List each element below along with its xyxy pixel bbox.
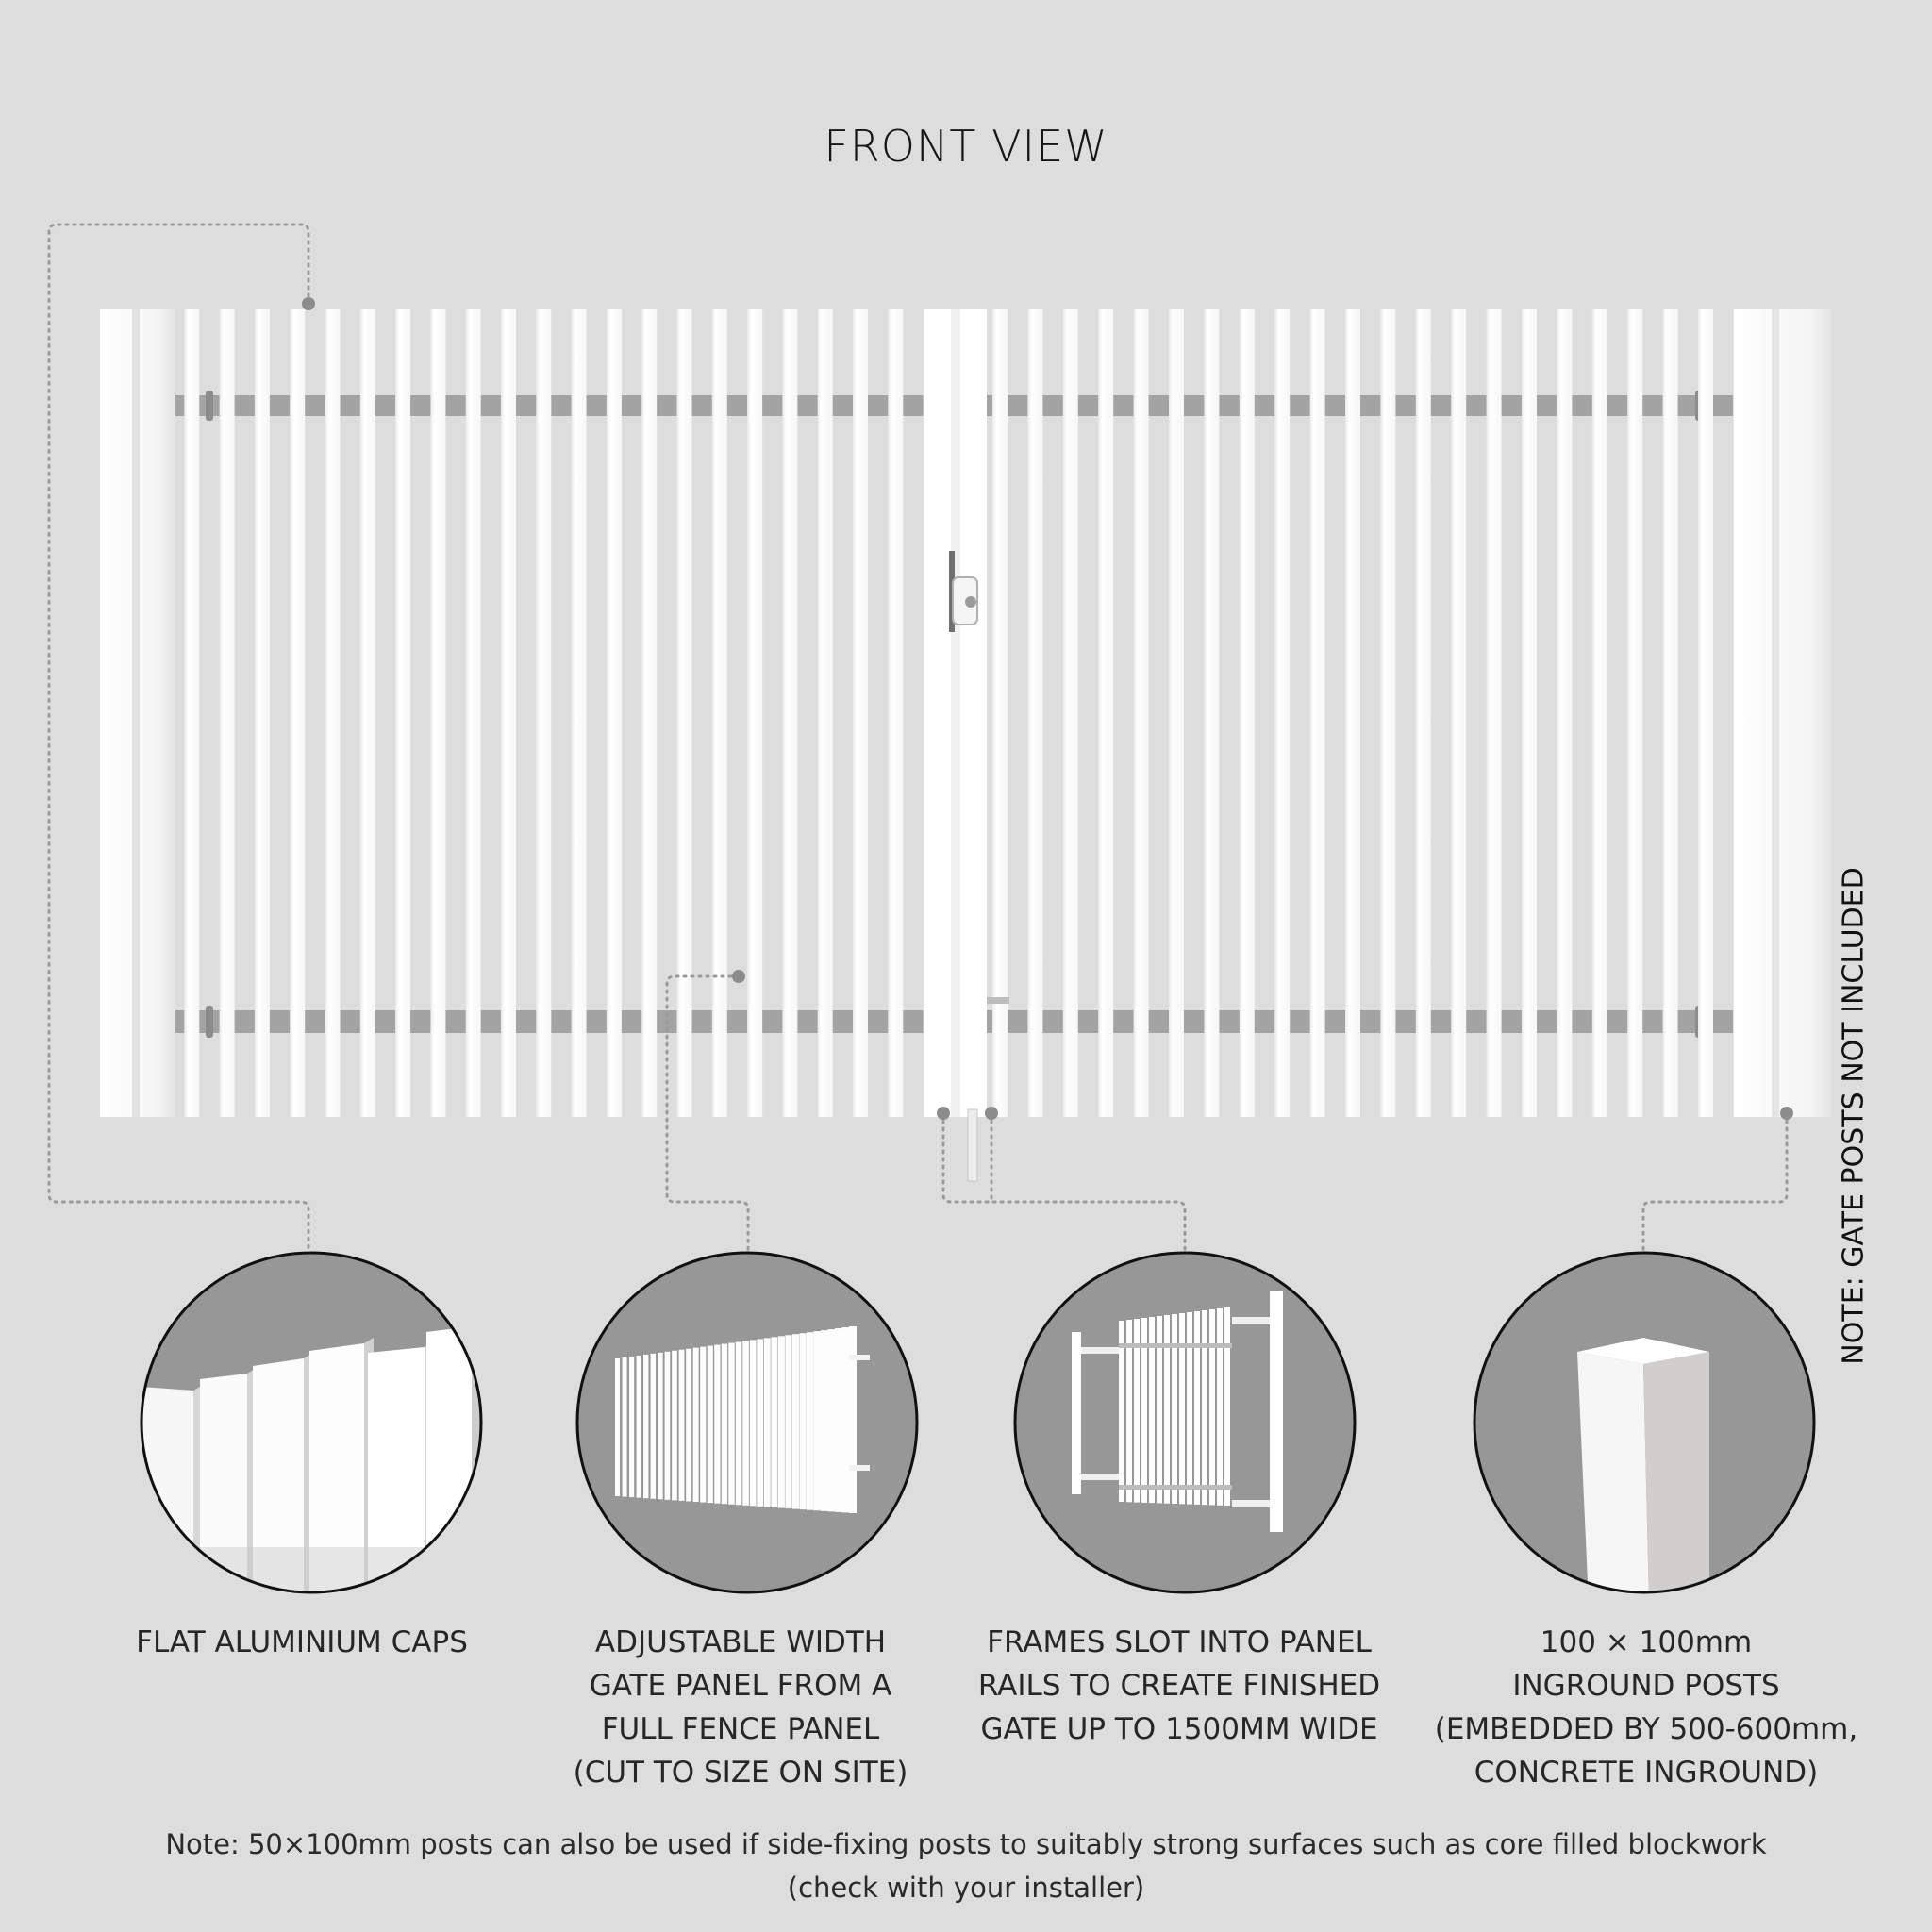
- caption-line: (CUT TO SIZE ON SITE): [573, 1756, 908, 1790]
- right-gate-post: [1734, 309, 1832, 1117]
- panel-slat: [750, 1340, 757, 1506]
- caption-line: ADJUSTABLE WIDTH: [594, 1625, 887, 1659]
- panel-slat: [615, 1358, 620, 1496]
- caption-adjustable-panel: [542, 1621, 939, 1794]
- leader-dot: [937, 1107, 950, 1120]
- fence-slat: [1274, 309, 1290, 1117]
- caption-line: FULL FENCE PANEL: [601, 1712, 880, 1746]
- right-post-shadow: [1772, 309, 1779, 1117]
- panel-slat: [1194, 1311, 1200, 1505]
- caption-inground-posts: [1434, 1621, 1858, 1794]
- fence-slat: [1557, 309, 1572, 1117]
- panel-slat: [1202, 1310, 1208, 1505]
- bottom-note-line: Note: 50×100mm posts can also be used if side-fixing posts to suitably strong surfaces such as core filled blockwork: [165, 1828, 1767, 1860]
- fence-slat: [853, 309, 868, 1117]
- panel-slat: [651, 1354, 656, 1499]
- caption-line: CONCRETE INGROUND): [1474, 1756, 1819, 1790]
- panel-slat: [821, 1330, 828, 1511]
- caption-line: (EMBEDDED BY 500-600mm,: [1434, 1712, 1858, 1746]
- panel-rail-end: [849, 1465, 870, 1471]
- left-leaf-slats: [149, 309, 939, 1117]
- panel-slat: [799, 1333, 806, 1509]
- fence-slat: [572, 309, 587, 1117]
- panel-slat: [629, 1357, 634, 1497]
- leader-frames: [943, 1113, 1185, 1251]
- right-leaf-slats: [992, 309, 1784, 1117]
- page-title: FRONT VIEW: [824, 121, 1108, 172]
- panel-slat: [623, 1357, 627, 1497]
- fence-slat: [1204, 309, 1219, 1117]
- panel-slat: [849, 1326, 857, 1513]
- panel-slat: [764, 1338, 771, 1507]
- centre-gap: [951, 309, 960, 1117]
- panel-slat: [1224, 1307, 1230, 1506]
- bottom-note: [0, 1823, 1932, 1909]
- caption-line: 100 × 100mm: [1540, 1625, 1753, 1659]
- panel-slat: [728, 1343, 734, 1505]
- caption-flat-caps: [113, 1621, 491, 1664]
- fence-slat: [1310, 309, 1325, 1117]
- fence-slat: [220, 309, 235, 1117]
- rail-bolt: [206, 391, 213, 421]
- panel-slat: [807, 1332, 813, 1510]
- fence-slat: [1134, 309, 1149, 1117]
- panel-slat: [722, 1344, 727, 1505]
- caption-frames-slot: [962, 1621, 1396, 1751]
- panel-slat: [637, 1356, 641, 1498]
- panel-slat: [792, 1334, 799, 1508]
- panel-slat: [679, 1350, 685, 1501]
- fence-slat: [607, 309, 622, 1117]
- fence-slat: [888, 309, 903, 1117]
- fence-slat: [782, 309, 797, 1117]
- panel-slat: [693, 1348, 699, 1502]
- panel-slat: [778, 1336, 785, 1507]
- caption-line: FLAT ALUMINIUM CAPS: [136, 1625, 468, 1659]
- panel-slat: [835, 1328, 842, 1512]
- fence-slat: [536, 309, 551, 1117]
- centre-stile-left: [924, 309, 951, 1117]
- fence-slat: [1380, 309, 1395, 1117]
- panel-slat: [813, 1331, 821, 1510]
- panel-slat: [785, 1335, 791, 1508]
- leader-posts: [1643, 1113, 1787, 1251]
- fence-slat: [1627, 309, 1642, 1117]
- panel-slat: [757, 1339, 763, 1507]
- fence-slat: [1169, 309, 1184, 1117]
- fence-slat: [1027, 309, 1042, 1117]
- panel-slat: [658, 1353, 663, 1499]
- rail-bolt: [206, 1006, 213, 1038]
- detail-circle-caps: [142, 1253, 481, 1623]
- fence-slat: [395, 309, 410, 1117]
- leader-dot: [732, 970, 745, 983]
- fence-slat: [430, 309, 445, 1117]
- panel-slat: [665, 1352, 671, 1500]
- panel-slat: [643, 1355, 648, 1498]
- leader-dot: [985, 1107, 998, 1120]
- detail-circle-panel: [577, 1253, 917, 1592]
- fence-slat: [325, 309, 341, 1117]
- fence-slat: [1663, 309, 1678, 1117]
- panel-slat: [686, 1349, 691, 1502]
- panel-slat: [700, 1347, 706, 1503]
- fence-slat: [1592, 309, 1607, 1117]
- leader-dot: [302, 297, 315, 310]
- fence-slat: [1098, 309, 1113, 1117]
- panel-slat: [1172, 1314, 1177, 1504]
- fence-slat: [184, 309, 199, 1117]
- side-note: NOTE: GATE POSTS NOT INCLUDED: [1837, 867, 1871, 1365]
- bottom-note-line: (check with your installer): [787, 1872, 1145, 1904]
- fence-slat: [1451, 309, 1466, 1117]
- fence-slat: [818, 309, 833, 1117]
- fence-slat: [290, 309, 305, 1117]
- caption-line: FRAMES SLOT INTO PANEL: [987, 1625, 1372, 1659]
- fence-slat: [1345, 309, 1360, 1117]
- fence-slat: [1522, 309, 1537, 1117]
- panel-slat: [771, 1337, 777, 1507]
- fence-slat: [501, 309, 516, 1117]
- fence-slat: [255, 309, 270, 1117]
- fence-slat: [992, 309, 1008, 1117]
- fence-slat: [641, 309, 657, 1117]
- gate-front-view: [100, 309, 1832, 1181]
- panel-slat: [827, 1329, 835, 1511]
- detail-circle-post: [1474, 1253, 1814, 1604]
- panel-slat: [742, 1341, 749, 1505]
- caption-line: INGROUND POSTS: [1512, 1669, 1780, 1703]
- panel-rail-end: [849, 1355, 870, 1360]
- fence-slat: [1063, 309, 1078, 1117]
- fence-slat: [712, 309, 727, 1117]
- fence-slat: [677, 309, 692, 1117]
- fence-slat: [360, 309, 375, 1117]
- fence-slat: [1698, 309, 1713, 1117]
- fence-slat: [1240, 309, 1255, 1117]
- panel-slat: [1187, 1312, 1192, 1505]
- fence-slat: [1416, 309, 1431, 1117]
- panel-slat: [1209, 1309, 1215, 1505]
- detail-circle-frames: [1015, 1253, 1355, 1592]
- panel-slat: [736, 1341, 742, 1505]
- panel-slat: [1217, 1308, 1223, 1506]
- fence-slat: [466, 309, 481, 1117]
- panel-slat: [714, 1345, 720, 1504]
- caption-line: GATE PANEL FROM A: [589, 1669, 892, 1703]
- left-post-shadow: [132, 309, 140, 1117]
- fence-slat: [747, 309, 762, 1117]
- panel-slat: [708, 1346, 713, 1503]
- panel-slat: [672, 1351, 677, 1501]
- caption-line: GATE UP TO 1500MM WIDE: [980, 1712, 1378, 1746]
- leader-dot: [1780, 1107, 1793, 1120]
- centre-stile-right: [960, 309, 987, 1117]
- fence-slat: [1487, 309, 1502, 1117]
- panel-slat: [841, 1327, 849, 1512]
- caption-line: RAILS TO CREATE FINISHED: [977, 1669, 1381, 1703]
- panel-slat: [1179, 1313, 1185, 1504]
- panel-slat: [1164, 1315, 1170, 1504]
